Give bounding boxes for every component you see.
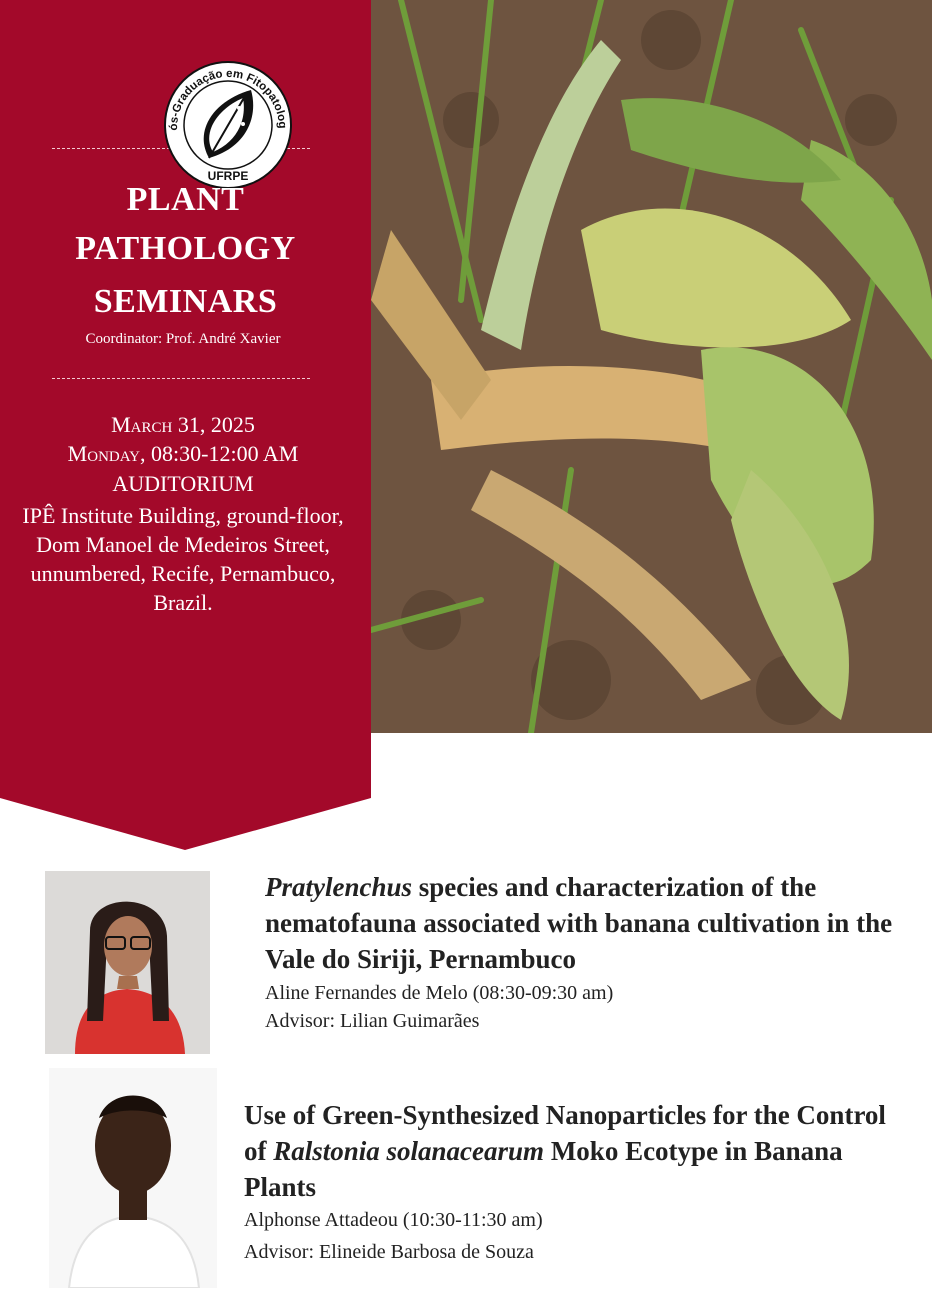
talk-1-advisor: Advisor: Lilian Guimarães bbox=[265, 1010, 480, 1032]
title-line-1: PLANT bbox=[126, 181, 245, 218]
talk-2-title-pre: Use of Green-Synthesized Nanoparticles for the Control of bbox=[244, 1100, 886, 1166]
logo-arc-text: ós-Graduação em Fitopatolog bbox=[167, 67, 289, 131]
talk-1-title bbox=[265, 869, 895, 977]
talk-2-advisor: Advisor: Elineide Barbosa de Souza bbox=[244, 1241, 534, 1263]
event-venue: AUDITORIUM bbox=[112, 471, 254, 496]
talk-2-title-italic: Ralstonia solanacearum bbox=[273, 1136, 545, 1166]
event-address: IPÊ Institute Building, ground-floor, Dom Manoel de Medeiros Street, unnumbered, Recife, Pernambuco, Brazil. bbox=[22, 503, 344, 615]
title-line-2: PATHOLOGY bbox=[75, 230, 296, 267]
diseased-banana-plant-photo bbox=[371, 0, 932, 733]
talk-1-title-italic: Pratylenchus bbox=[265, 872, 413, 902]
event-day-time: Monday, 08:30-12:00 AM bbox=[67, 441, 299, 466]
logo-bottom-text: UFRPE bbox=[207, 169, 249, 183]
talk-2-title bbox=[244, 1097, 914, 1205]
talk-1-speaker: Aline Fernandes de Melo (08:30-09:30 am) bbox=[265, 982, 614, 1004]
speaker-photo-alphonse bbox=[49, 1068, 217, 1288]
title-line-3: SEMINARS bbox=[93, 283, 278, 320]
talk-2-title-post: Moko Ecotype in Banana Plants bbox=[244, 1136, 843, 1202]
speaker-photo-aline bbox=[45, 871, 210, 1054]
coordinator-text: Coordinator: Prof. André Xavier bbox=[85, 331, 281, 347]
talk-1-title-rest: species and characterization of the nematofauna associated with banana cultivation in the Vale do Siriji, Pernambuco bbox=[265, 872, 893, 974]
event-date: March 31, 2025 bbox=[111, 412, 255, 437]
talk-2-speaker: Alphonse Attadeou (10:30-11:30 am) bbox=[244, 1209, 543, 1231]
divider-bottom bbox=[52, 378, 310, 379]
ufrpe-logo bbox=[163, 60, 293, 190]
